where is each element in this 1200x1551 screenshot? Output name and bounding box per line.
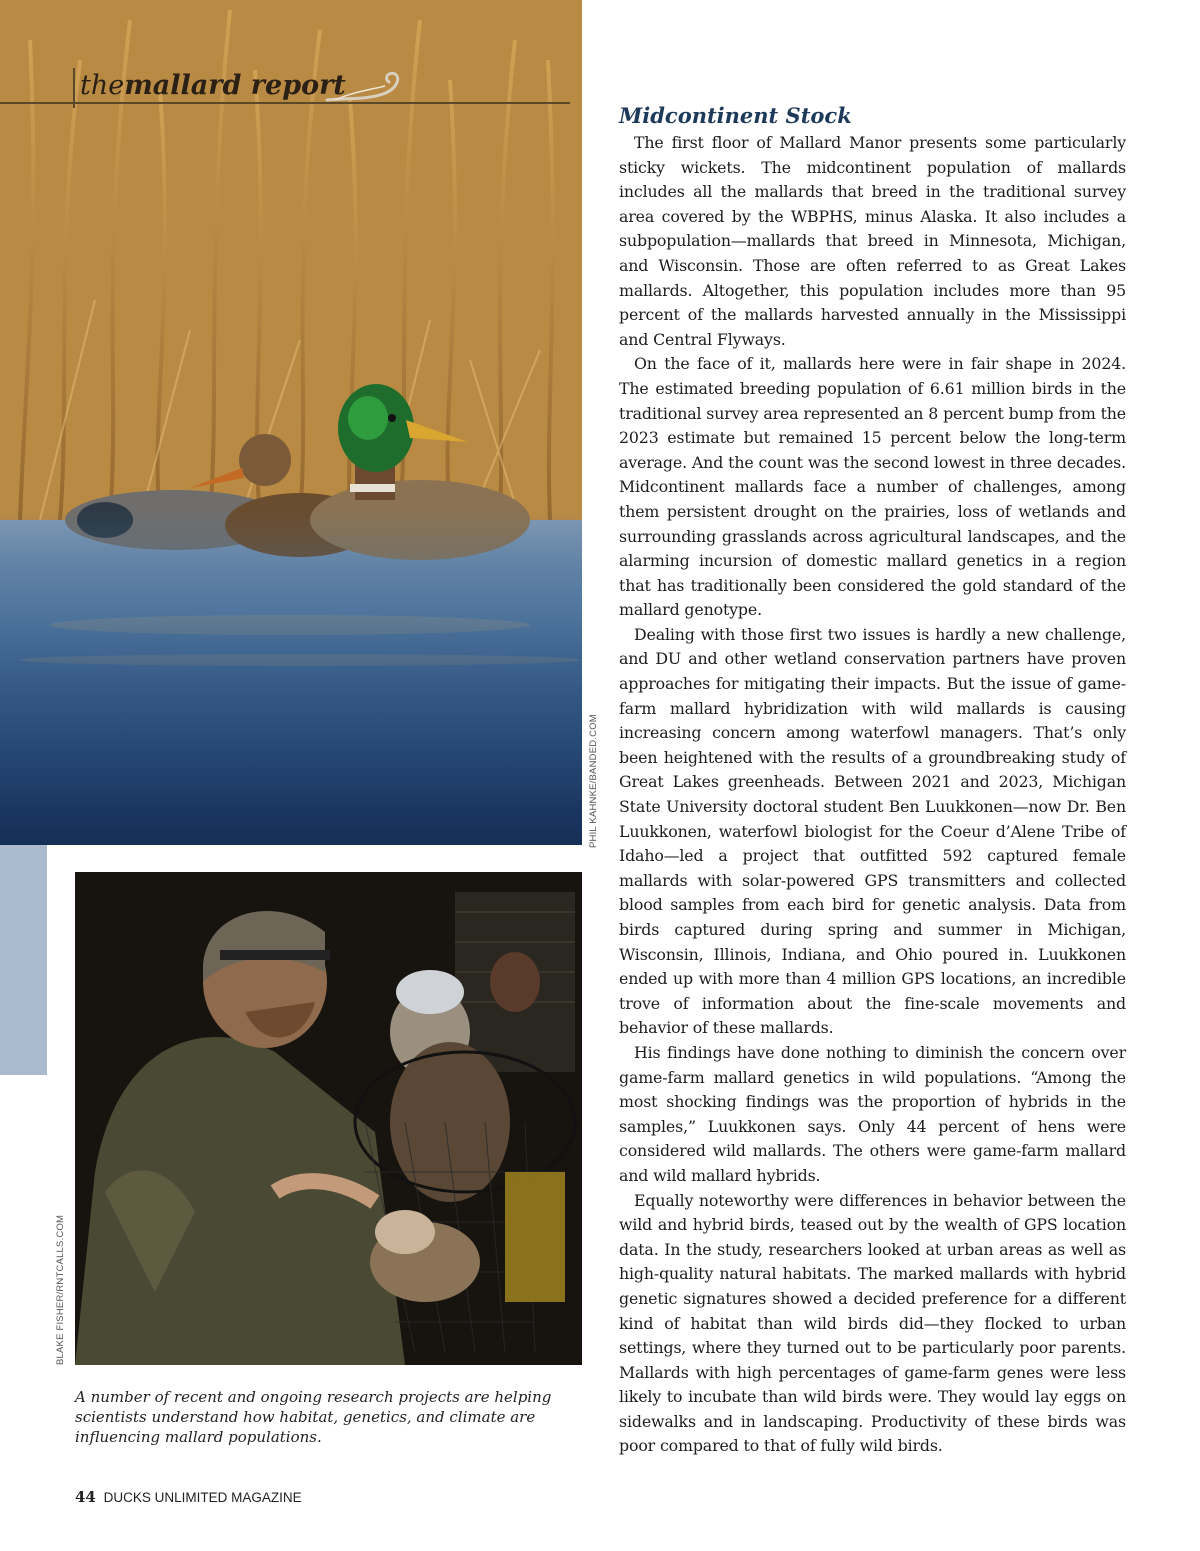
bottom-photo-credit-text: BLAKE FISHER/RNTCALLS.COM <box>55 1214 66 1365</box>
article-paragraph: Dealing with those first two issues is hardly a new challenge, and DU and other wetland conservation partners have proven approaches for mitigating their impacts. But the issue of game-farm mallard hybridization with wild mallards is causing increasing concern among waterfowl managers. That’s only been heightened with the results of a groundbreaking study of Great Lakes greenheads. Between 2021 and 2023, Michigan State University doctoral student Ben Luukkonen—now Dr. Ben Luukkonen, waterfowl biologist for the Coeur d’Alene Tribe of Idaho—led a project that outfitted 592 captured female mallards with solar-powered GPS transmitters and collected blood samples from each bird for genetic analysis. Data from birds captured during spring and summer in Michigan, Wisconsin, Illinois, Indiana, and Ohio poured in. Luukkonen ended up with more than 4 million GPS locations, an incredible trove of information about the fine-scale movements and behavior of these mallards. <box>619 624 1126 1038</box>
article-paragraph: On the face of it, mallards here were in fair shape in 2024. The estimated breeding population of 6.61 million birds in the traditional survey area represented an 8 percent bump from the 2023 estimate but remained 15 percent below the long-term average. And the count was the second lowest in three decades. Midcontinent mallards face a number of challenges, among them persistent drought on the prairies, loss of wetlands and surrounding grasslands across agricultural landscapes, and the alarming incursion of domestic mallard genetics in a region that has traditionally been considered the gold standard of the mallard genotype. <box>619 354 1126 620</box>
page-number: 44 <box>75 1488 96 1506</box>
article-paragraph: His findings have done nothing to diminish the concern over game-farm mallard genetics in wild populations. “Among the most shocking findings was the proportion of hybrids in the samples,” Luukkonen says. Only 44 percent of hens were considered wild mallards. The others were game-farm mallard and wild mallard hybrids. <box>619 1042 1126 1185</box>
photo-caption: A number of recent and ongoing research projects are helping scientists understand how habitat, genetics, and climate are influencing mallard populations. <box>75 1388 552 1446</box>
blue-accent-block <box>0 845 47 1075</box>
article-paragraph: The first floor of Mallard Manor presents some particularly sticky wickets. The midcontinent population of mallards includes all the mallards that breed in the traditional survey area covered by the WBPHS, minus Alaska. It also includes a subpopulation—mallards that breed in Minnesota, Michigan, and Wisconsin. Those are often referred to as Great Lakes mallards. Altogether, this population includes more than 95 percent of the mallards harvested annually in the Mississippi and Central Flyways. <box>619 133 1126 349</box>
researcher-scene-illustration <box>75 872 582 1365</box>
top-photo-credit-text: PHIL KAHNKE/BANDED.COM <box>588 714 599 848</box>
top-photo-credit <box>586 700 602 850</box>
bottom-photo-credit <box>53 1214 69 1367</box>
masthead-horizontal-rule <box>0 102 570 104</box>
masthead-name: mallard report <box>124 70 346 101</box>
water-reflection <box>0 510 582 845</box>
feather-icon <box>325 70 415 106</box>
section-masthead <box>0 68 582 108</box>
article-heading: Midcontinent Stock <box>619 103 852 128</box>
publication-name: DUCKS UNLIMITED MAGAZINE <box>103 1490 302 1505</box>
masthead-title <box>80 70 346 101</box>
article-column <box>619 103 1126 1459</box>
researchers-netting-photo <box>75 872 582 1365</box>
page-footer <box>75 1488 302 1506</box>
article-paragraph: Equally noteworthy were differences in behavior between the wild and hybrid birds, teased out by the wealth of GPS location data. In the study, researchers looked at urban areas as well as high-quality natural habitats. The marked mallards with hybrid genetic signatures showed a decided preference for a different kind of habitat than wild birds did—they flocked to urban settings, where they turned out to be particularly poor parents. Mallards with high percentages of game-farm genes were less likely to incubate than wild birds were. They would lay eggs on sidewalks and in landscaping. Productivity of these birds was poor compared to that of fully wild birds. <box>619 1190 1126 1456</box>
masthead-prefix: the <box>80 70 125 101</box>
mallard-pair-photo <box>0 0 582 845</box>
